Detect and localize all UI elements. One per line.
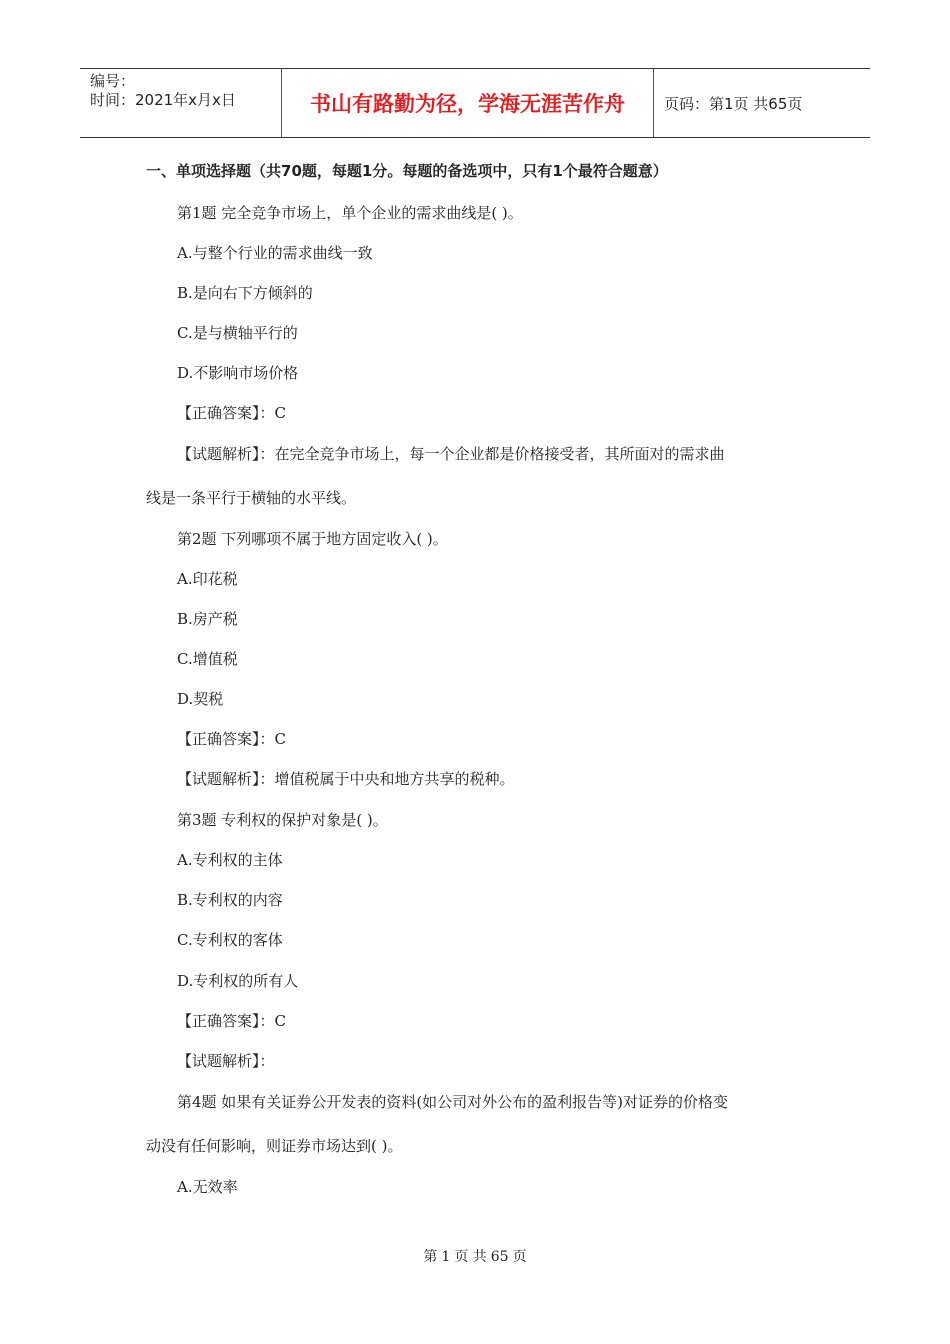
analysis-text: 增值税属于中央和地方共享的税种。 xyxy=(274,770,515,788)
footer-suffix: 页 xyxy=(512,1249,527,1265)
question-2-answer xyxy=(177,728,286,749)
footer-total: 65 xyxy=(490,1249,509,1265)
question-3-option-b: B.专利权的内容 xyxy=(177,891,283,909)
question-3-stem: 第3题 专利权的保护对象是( )。 xyxy=(177,811,388,829)
question-4-stem-cont: 动没有任何影响，则证券市场达到( )。 xyxy=(146,1137,403,1155)
code-label: 编号： xyxy=(90,72,136,90)
answer-value: C xyxy=(274,404,286,422)
answer-value: C xyxy=(274,730,286,748)
question-3-answer xyxy=(177,1010,286,1031)
footer-prefix: 第 xyxy=(423,1249,438,1265)
analysis-label: 【试题解析】： xyxy=(177,770,275,788)
question-2-analysis xyxy=(177,768,515,789)
question-2-option-d: D.契税 xyxy=(177,690,224,708)
question-4-option-a: A.无效率 xyxy=(177,1178,238,1196)
header-page-info: 页码：第1页 共65页 xyxy=(664,94,803,113)
question-3-option-d: D.专利权的所有人 xyxy=(177,972,299,990)
analysis-label: 【试题解析】： xyxy=(177,445,275,463)
document-header xyxy=(80,68,870,138)
question-2-stem: 第2题 下列哪项不属于地方固定收入( )。 xyxy=(177,530,448,548)
header-motto: 书山有路勤为径，学海无涯苦作舟 xyxy=(282,69,654,137)
question-1-stem: 第1题 完全竞争市场上，单个企业的需求曲线是( )。 xyxy=(177,204,523,222)
question-3-option-a: A.专利权的主体 xyxy=(177,851,283,869)
header-meta xyxy=(80,69,282,137)
question-3-analysis xyxy=(177,1050,275,1071)
question-1-analysis xyxy=(177,443,725,464)
question-3-option-c: C.专利权的客体 xyxy=(177,931,283,949)
analysis-text: 在完全竞争市场上，每一个企业都是价格接受者，其所面对的需求曲 xyxy=(274,445,725,463)
answer-label: 【正确答案】： xyxy=(177,404,275,422)
question-1-answer xyxy=(177,402,286,423)
question-2-option-b: B.房产税 xyxy=(177,610,238,628)
question-2-option-a: A.印花税 xyxy=(177,570,238,588)
answer-value: C xyxy=(274,1012,286,1030)
page-footer xyxy=(0,1246,950,1266)
question-1-option-c: C.是与横轴平行的 xyxy=(177,324,298,342)
footer-mid: 页 共 xyxy=(454,1249,487,1265)
analysis-label: 【试题解析】： xyxy=(177,1052,275,1070)
question-1-option-d: D.不影响市场价格 xyxy=(177,364,299,382)
time-label: 时间：2021年x月x日 xyxy=(90,91,236,109)
footer-page: 1 xyxy=(441,1249,451,1265)
question-1-option-a: A.与整个行业的需求曲线一致 xyxy=(177,244,373,262)
answer-label: 【正确答案】： xyxy=(177,730,275,748)
question-4-stem: 第4题 如果有关证券公开发表的资料(如公司对外公布的盈利报告等)对证券的价格变 xyxy=(177,1093,729,1111)
answer-label: 【正确答案】： xyxy=(177,1012,275,1030)
question-2-option-c: C.增值税 xyxy=(177,650,238,668)
question-1-option-b: B.是向右下方倾斜的 xyxy=(177,284,313,302)
section-title: 一、单项选择题（共70题，每题1分。每题的备选项中，只有1个最符合题意） xyxy=(146,162,668,180)
question-1-analysis-cont: 线是一条平行于横轴的水平线。 xyxy=(146,489,357,507)
